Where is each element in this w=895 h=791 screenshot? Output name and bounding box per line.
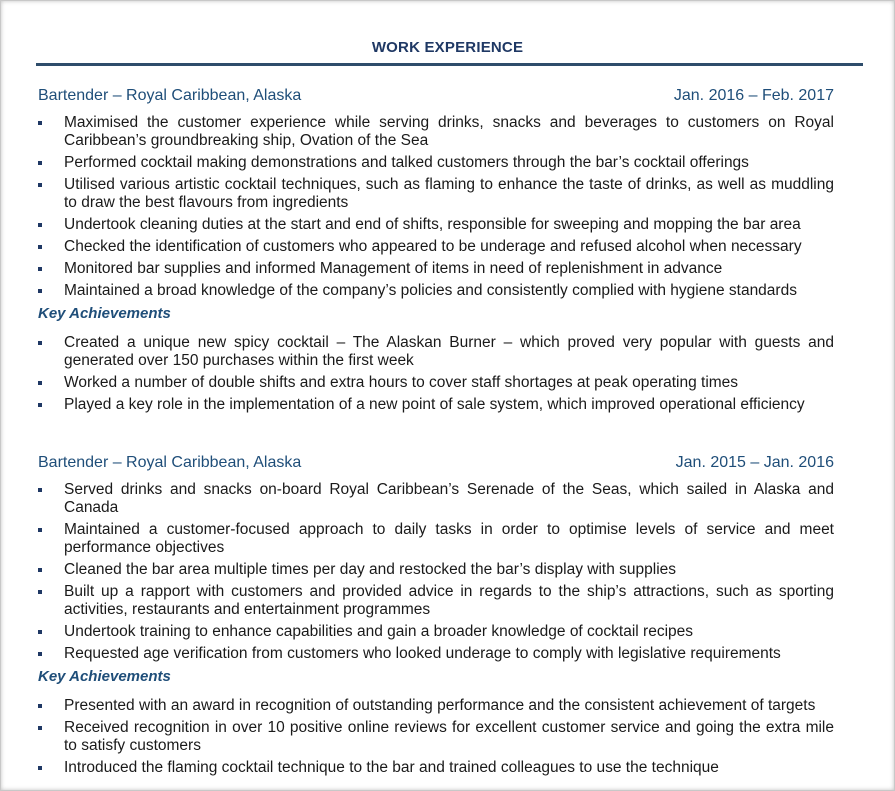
list-item: Undertook cleaning duties at the start and end of shifts, responsible for sweeping and mopping the bar area (38, 216, 834, 234)
key-achievements-heading: Key Achievements (38, 305, 171, 322)
key-achievements-heading: Key Achievements (38, 668, 171, 685)
job-entry (38, 86, 834, 418)
list-item: Built up a rapport with customers and provided advice in regards to the ship’s attractions, such as sporting activities, restaurants and entertainment programmes (38, 583, 834, 619)
list-item: Performed cocktail making demonstrations and talked customers through the bar’s cocktail offerings (38, 154, 834, 172)
list-item: Maintained a broad knowledge of the company’s policies and consistently complied with hygiene standards (38, 282, 834, 300)
job-entry (38, 453, 834, 781)
list-item: Maximised the customer experience while serving drinks, snacks and beverages to customers on Royal Caribbean’s groundbreaking ship, Ovation of the Sea (38, 114, 834, 150)
section-title: WORK EXPERIENCE (371, 39, 524, 56)
list-item: Requested age verification from customers who looked underage to comply with legislative requirements (38, 645, 834, 663)
job-title: Bartender – Royal Caribbean, Alaska (38, 454, 302, 471)
list-item: Undertook training to enhance capabilities and gain a broader knowledge of cocktail recipes (38, 623, 834, 641)
duties-list (38, 481, 834, 663)
achievements-list (38, 697, 834, 777)
list-item: Maintained a customer-focused approach to daily tasks in order to optimise levels of service and meet performance objectives (38, 521, 834, 557)
list-item: Cleaned the bar area multiple times per day and restocked the bar’s display with supplies (38, 561, 834, 579)
section-divider (36, 63, 863, 66)
achievements-list (38, 334, 834, 414)
list-item: Introduced the flaming cocktail technique to the bar and trained colleagues to use the technique (38, 759, 834, 777)
list-item: Created a unique new spicy cocktail – The Alaskan Burner – which proved very popular with guests and generated over 150 purchases within the first week (38, 334, 834, 370)
list-item: Utilised various artistic cocktail techniques, such as flaming to enhance the taste of drinks, as well as muddling to draw the best flavours from ingredients (38, 176, 834, 212)
list-item: Presented with an award in recognition of outstanding performance and the consistent achievement of targets (38, 697, 834, 715)
list-item: Checked the identification of customers who appeared to be underage and refused alcohol when necessary (38, 238, 834, 256)
job-header (38, 453, 834, 473)
list-item: Monitored bar supplies and informed Management of items in need of replenishment in advance (38, 260, 834, 278)
list-item: Received recognition in over 10 positive online reviews for excellent customer service and going the extra mile to satisfy customers (38, 719, 834, 755)
job-title: Bartender – Royal Caribbean, Alaska (38, 87, 302, 104)
duties-list (38, 114, 834, 300)
job-header (38, 86, 834, 106)
list-item: Worked a number of double shifts and extra hours to cover staff shortages at peak operating times (38, 374, 834, 392)
list-item: Played a key role in the implementation of a new point of sale system, which improved operational efficiency (38, 396, 834, 414)
list-item: Served drinks and snacks on-board Royal Caribbean’s Serenade of the Seas, which sailed in Alaska and Canada (38, 481, 834, 517)
job-dates: Jan. 2015 – Jan. 2016 (675, 454, 834, 471)
job-dates: Jan. 2016 – Feb. 2017 (673, 87, 834, 104)
